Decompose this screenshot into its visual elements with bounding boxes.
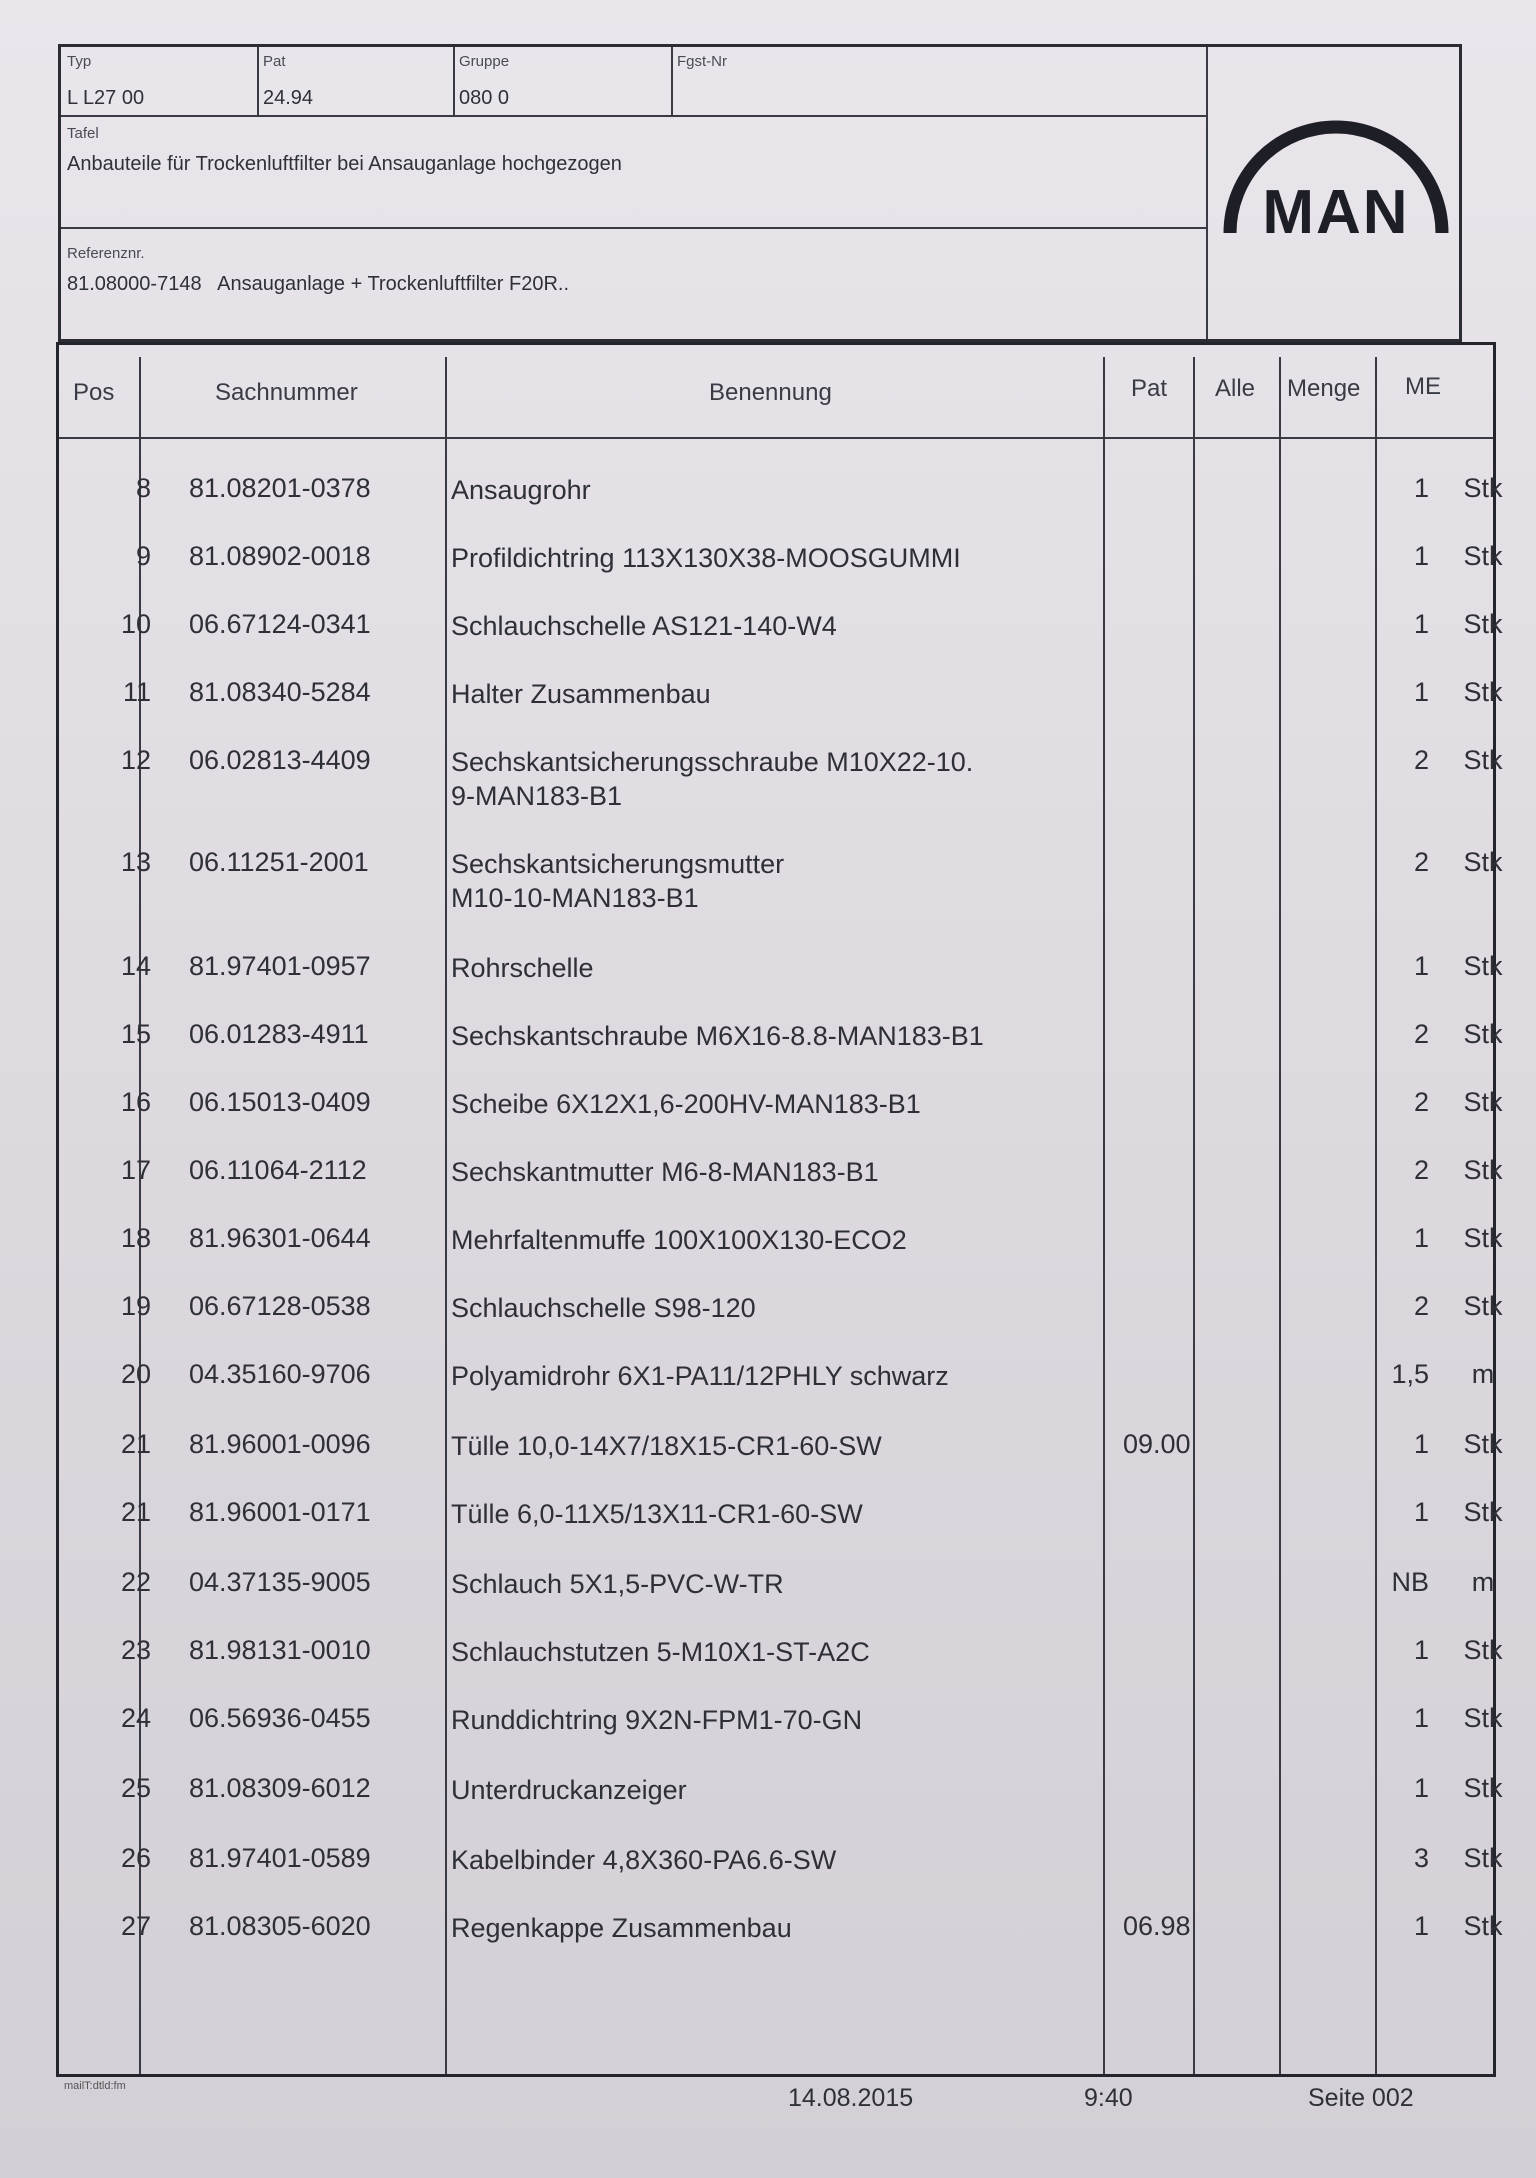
row-benennung: Profildichtring 113X130X38-MOOSGUMMI (451, 543, 961, 573)
column-header-menge: Menge (1287, 375, 1361, 402)
row-menge: 1 (1413, 1703, 1429, 1733)
row-menge: 1 (1413, 951, 1429, 981)
pat-label: Pat (263, 53, 286, 70)
table-row (59, 541, 1503, 601)
row-menge: 1,5 (1391, 1359, 1429, 1389)
tafel-value: Anbauteile für Trockenluftfilter bei Ansauganlage hochgezogen (67, 153, 622, 175)
row-menge: 1 (1413, 609, 1429, 639)
row-me: Stk (1463, 1291, 1503, 1321)
row-pos: 9 (135, 541, 151, 571)
row-sachnummer: 81.08340-5284 (189, 677, 371, 707)
row-menge: 1 (1413, 1223, 1429, 1253)
column-header-benennung: Benennung (709, 379, 832, 406)
svg-text:MAN: MAN (1262, 178, 1410, 247)
row-benennung: Schlauchstutzen 5-M10X1-ST-A2C (451, 1637, 870, 1667)
row-menge: 1 (1413, 677, 1429, 707)
table-row (59, 609, 1503, 669)
table-row (59, 1019, 1503, 1079)
row-benennung: Unterdruckanzeiger (451, 1775, 687, 1805)
row-pos: 18 (120, 1223, 151, 1253)
row-benennung: Regenkappe Zusammenbau (451, 1913, 792, 1943)
row-me: Stk (1463, 473, 1503, 503)
row-menge: 2 (1413, 1019, 1429, 1049)
row-benennung: Mehrfaltenmuffe 100X100X130-ECO2 (451, 1225, 907, 1255)
row-menge: 2 (1413, 745, 1429, 775)
row-me: m (1471, 1359, 1495, 1389)
row-sachnummer: 04.35160-9706 (189, 1359, 371, 1389)
row-pos: 27 (120, 1911, 151, 1941)
row-menge: NB (1391, 1567, 1429, 1597)
logo-area (1206, 47, 1464, 339)
header-divider-2 (61, 227, 1206, 229)
table-row (59, 473, 1503, 533)
row-pat: 06.98 (1123, 1911, 1191, 1941)
row-pos: 23 (120, 1635, 151, 1665)
fgst-label: Fgst-Nr (677, 53, 727, 70)
row-benennung: Kabelbinder 4,8X360-PA6.6-SW (451, 1845, 837, 1875)
header-block (58, 44, 1462, 342)
row-sachnummer: 81.96001-0171 (189, 1497, 371, 1527)
row-menge: 2 (1413, 847, 1429, 877)
table-row (59, 1635, 1503, 1695)
row-me: Stk (1463, 541, 1503, 571)
row-menge: 2 (1413, 1087, 1429, 1117)
row-pos: 11 (122, 677, 151, 707)
row-menge: 1 (1413, 1497, 1429, 1527)
gruppe-label: Gruppe (459, 53, 510, 70)
row-benennung: Schlauchschelle AS121-140-W4 (451, 611, 837, 641)
row-me: Stk (1463, 1703, 1503, 1733)
row-sachnummer: 06.02813-4409 (189, 745, 371, 775)
row-benennung: Scheibe 6X12X1,6-200HV-MAN183-B1 (451, 1089, 921, 1119)
row-pos: 24 (120, 1703, 151, 1733)
row-sachnummer: 06.67124-0341 (189, 609, 371, 639)
row-sachnummer: 06.15013-0409 (189, 1087, 371, 1117)
row-benennung: Runddichtring 9X2N-FPM1-70-GN (451, 1705, 863, 1735)
row-benennung: Schlauchschelle S98-120 (451, 1293, 756, 1323)
row-benennung: Sechskantschraube M6X16-8.8-MAN183-B1 (451, 1021, 984, 1051)
table-row (59, 1155, 1503, 1215)
pat-value: 24.94 (263, 87, 314, 109)
column-header-pat: Pat (1131, 375, 1168, 402)
row-pos: 15 (120, 1019, 151, 1049)
row-me: m (1471, 1567, 1495, 1597)
row-me: Stk (1463, 1223, 1503, 1253)
row-pos: 13 (120, 847, 151, 877)
table-row (59, 951, 1503, 1011)
header-vdivider-2 (453, 47, 455, 115)
table-row (59, 1567, 1493, 1627)
table-row (59, 1843, 1503, 1903)
table-row (59, 677, 1503, 737)
row-me: Stk (1463, 847, 1503, 877)
row-sachnummer: 81.08902-0018 (189, 541, 371, 571)
table-row (59, 1703, 1503, 1763)
table-row (59, 1911, 1503, 1971)
row-pos: 21 (120, 1429, 151, 1459)
table-row (59, 847, 1503, 913)
row-sachnummer: 81.97401-0589 (189, 1843, 371, 1873)
row-sachnummer: 81.98131-0010 (189, 1635, 371, 1665)
row-me: Stk (1463, 677, 1503, 707)
header-vdivider-1 (257, 47, 259, 115)
tafel-label: Tafel (67, 125, 99, 142)
row-pos: 21 (120, 1497, 151, 1527)
column-header-alle: Alle (1215, 375, 1256, 402)
row-me: Stk (1463, 1843, 1503, 1873)
row-benennung: Tülle 6,0-11X5/13X11-CR1-60-SW (451, 1499, 863, 1529)
row-sachnummer: 04.37135-9005 (189, 1567, 371, 1597)
table-row (59, 1429, 1503, 1489)
row-me: Stk (1463, 1911, 1503, 1941)
gruppe-value: 080 0 (459, 87, 510, 109)
row-me: Stk (1463, 609, 1503, 639)
row-pos: 26 (120, 1843, 151, 1873)
row-sachnummer: 06.67128-0538 (189, 1291, 371, 1321)
table-row (59, 1497, 1503, 1557)
header-vdivider-3 (671, 47, 673, 115)
row-menge: 1 (1413, 1773, 1429, 1803)
row-sachnummer: 81.96001-0096 (189, 1429, 371, 1459)
table-row (59, 1087, 1503, 1147)
column-header-pos: Pos (73, 379, 115, 406)
row-pos: 16 (120, 1087, 151, 1117)
row-pat: 09.00 (1123, 1429, 1191, 1459)
row-menge: 2 (1413, 1291, 1429, 1321)
row-me: Stk (1463, 1087, 1503, 1117)
typ-value: L L27 00 (67, 87, 145, 109)
row-benennung: Ansaugrohr (451, 475, 591, 505)
row-me: Stk (1463, 951, 1503, 981)
row-benennung: Halter Zusammenbau (451, 679, 711, 709)
row-sachnummer: 81.96301-0644 (189, 1223, 371, 1253)
column-header-sachnummer: Sachnummer (215, 379, 358, 406)
row-pos: 22 (120, 1567, 151, 1597)
row-pos: 25 (120, 1773, 151, 1803)
row-menge: 3 (1413, 1843, 1429, 1873)
row-sachnummer: 81.08305-6020 (189, 1911, 371, 1941)
row-sachnummer: 06.56936-0455 (189, 1703, 371, 1733)
row-benennung: Tülle 10,0-14X7/18X15-CR1-60-SW (451, 1431, 882, 1461)
row-me: Stk (1463, 1429, 1503, 1459)
footer-page: Seite 002 (1308, 2084, 1414, 2112)
typ-label: Typ (67, 53, 92, 70)
referenz-value: 81.08000-7148 Ansauganlage + Trockenluftfilter F20R.. (67, 273, 570, 295)
row-benennung: Sechskantsicherungsschraube M10X22-10. 9-MAN183-B1 (451, 747, 974, 811)
footer-file-note: mailT:dtld:fm (64, 2080, 126, 2092)
table-row (59, 1223, 1503, 1283)
header-divider-1 (61, 115, 1206, 117)
row-sachnummer: 06.01283-4911 (189, 1019, 369, 1049)
row-sachnummer: 81.97401-0957 (189, 951, 371, 981)
row-benennung: Polyamidrohr 6X1-PA11/12PHLY schwarz (451, 1361, 949, 1391)
row-benennung: Rohrschelle (451, 953, 594, 983)
referenz-label: Referenznr. (67, 245, 145, 262)
row-benennung: Schlauch 5X1,5-PVC-W-TR (451, 1569, 784, 1599)
row-menge: 1 (1413, 1911, 1429, 1941)
row-me: Stk (1463, 1155, 1503, 1185)
row-pos: 14 (120, 951, 151, 981)
footer-date: 14.08.2015 (788, 2084, 914, 2112)
row-menge: 2 (1413, 1155, 1429, 1185)
row-menge: 1 (1413, 1635, 1429, 1665)
row-benennung: Sechskantsicherungsmutter M10-10-MAN183-B1 (451, 849, 785, 913)
row-me: Stk (1463, 1635, 1503, 1665)
column-header-me: ME (1405, 373, 1441, 400)
parts-table (56, 342, 1503, 2077)
row-benennung: Sechskantmutter M6-8-MAN183-B1 (451, 1157, 879, 1187)
row-me: Stk (1463, 1019, 1503, 1049)
row-sachnummer: 81.08201-0378 (189, 473, 371, 503)
row-sachnummer: 81.08309-6012 (189, 1773, 371, 1803)
table-row (59, 1773, 1503, 1833)
row-menge: 1 (1413, 541, 1429, 571)
row-me: Stk (1463, 1773, 1503, 1803)
table-header-divider (59, 437, 1493, 439)
row-pos: 20 (120, 1359, 151, 1389)
row-pos: 12 (120, 745, 151, 775)
man-logo (1208, 47, 1464, 339)
row-me: Stk (1463, 1497, 1503, 1527)
row-sachnummer: 06.11251-2001 (189, 847, 369, 877)
table-row (59, 1291, 1503, 1351)
table-row (59, 745, 1503, 811)
row-pos: 17 (120, 1155, 151, 1185)
row-pos: 8 (135, 473, 151, 503)
row-pos: 10 (120, 609, 151, 639)
row-me: Stk (1463, 745, 1503, 775)
row-menge: 1 (1413, 1429, 1429, 1459)
row-menge: 1 (1413, 473, 1429, 503)
footer-time: 9:40 (1084, 2084, 1133, 2112)
table-row (59, 1359, 1493, 1419)
row-sachnummer: 06.11064-2112 (189, 1155, 367, 1185)
row-pos: 19 (120, 1291, 151, 1321)
